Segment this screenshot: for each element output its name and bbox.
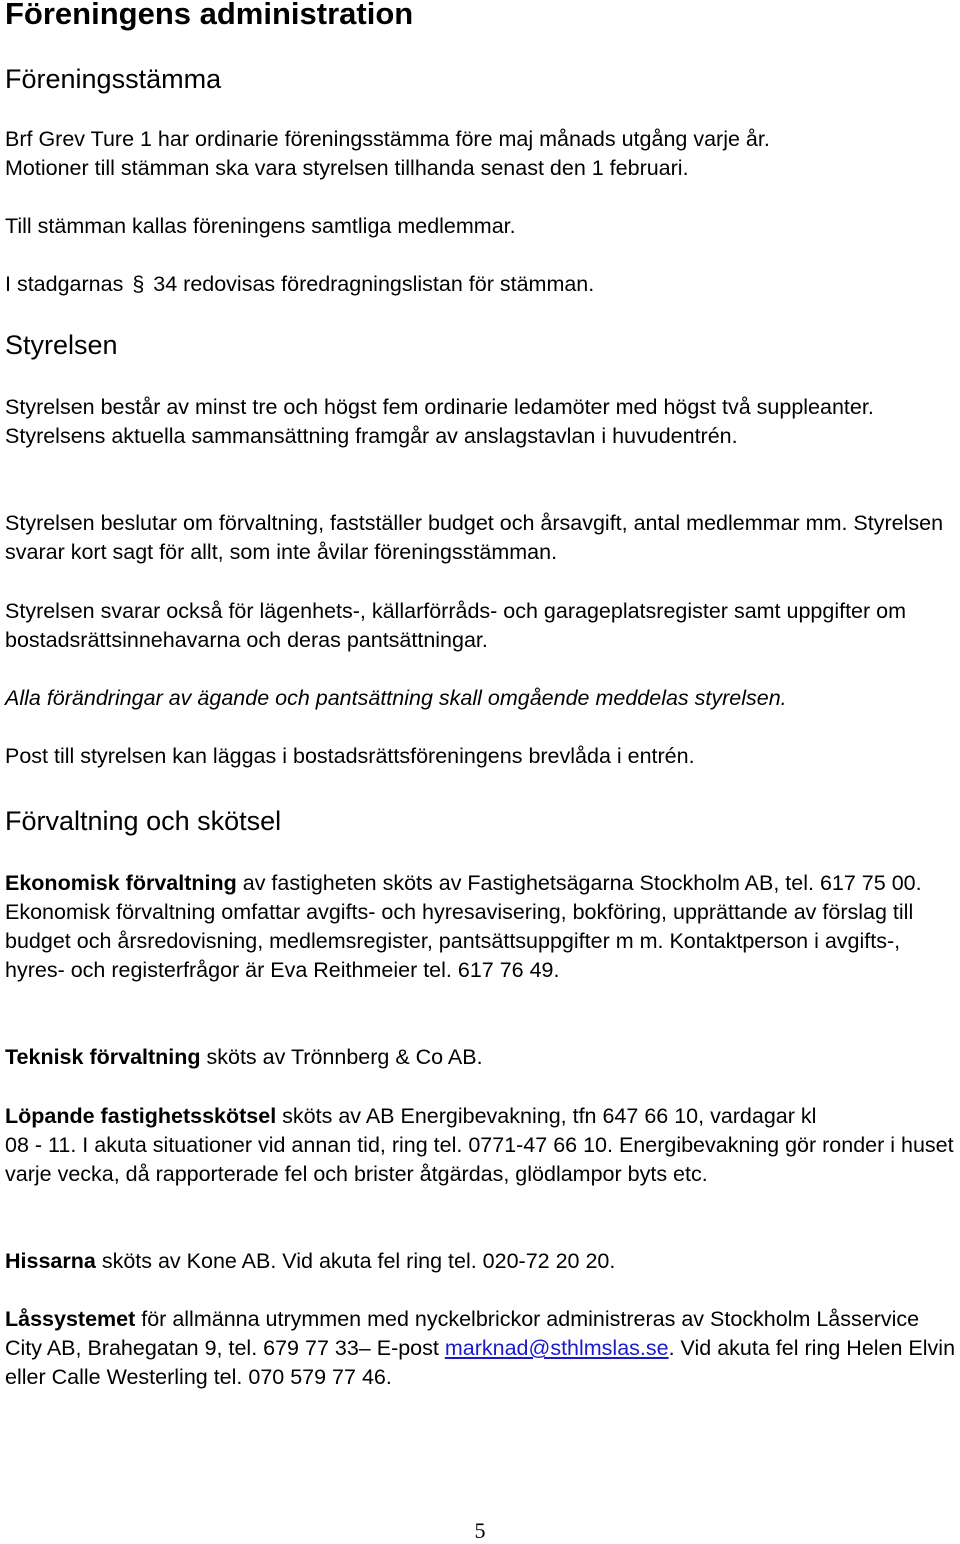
lass-text-2: . Vid akuta fel ring Helen Elvin eller Calle Westerling tel. 070 579 77 46.: [5, 1336, 956, 1389]
paragraph-stamma-1-line-2: Motioner till stämman ska vara styrelsen tillhanda senast den 1 februari.: [5, 156, 689, 180]
page-title: Föreningens administration: [5, 0, 414, 31]
stamma-3-after: 34 redovisas föredragningslistan för stämman.: [153, 272, 595, 296]
hiss-text: sköts av Kone AB. Vid akuta fel ring tel. 020-72 20 20.: [95, 1249, 616, 1273]
paragraph-teknisk-forvaltning: [5, 1043, 960, 1072]
paragraph-stamma-2: Till stämman kallas föreningens samtliga medlemmar.: [5, 214, 516, 238]
lopande-text-1: sköts av AB Energibevakning, tfn 647 66 10, vardagar kl: [276, 1104, 817, 1128]
page-number: 5: [474, 1518, 486, 1543]
paragraph-styrelsen-3: Styrelsen svarar också för lägenhets-, källarförråds- och garageplatsregister samt uppgifter om bostadsrättsinnehavarna och deras pantsättningar.: [5, 599, 907, 652]
ekonomisk-text: av fastigheten sköts av Fastighetsägarna Stockholm AB, tel. 617 75 00. Ekonomisk förvaltning omfattar avgifts- och hyresavisering, bokföring, upprättande av förslag till budget och årsredovisning, medlemsregister, pantsättsuppgifter m m. Kontaktperson i avgifts-, hyres- och registerfrågor är Eva Reithmeier tel. 617 76 49.: [5, 871, 922, 982]
ekonomisk-label: Ekonomisk förvaltning: [5, 871, 237, 895]
email-link[interactable]: marknad@sthlmslas.se: [444, 1336, 669, 1360]
section-sign-icon: §: [132, 272, 145, 296]
paragraph-hissar: [5, 1247, 960, 1276]
lopande-text-rest: 08 - 11. I akuta situationer vid annan tid, ring tel. 0771-47 66 10. Energibevakning gör ronder i huset varje vecka, då rapporterade fel och brister åtgärdas, glödlampor byts etc.: [5, 1133, 954, 1186]
paragraph-ekonomisk-forvaltning: [5, 869, 960, 985]
hiss-label: Hissarna: [5, 1249, 96, 1273]
paragraph-stamma-3: [5, 270, 960, 299]
paragraph-stamma-1: [5, 125, 960, 183]
heading-styrelsen: Styrelsen: [5, 330, 118, 360]
paragraph-stamma-1-line-1: Brf Grev Ture 1 har ordinarie föreningsstämma före maj månads utgång varje år.: [5, 127, 770, 151]
lass-text-1: för allmänna utrymmen med nyckelbrickor administreras av Stockholm Låsservice City AB, Brahegatan 9, tel. 679 77 33– E-post: [5, 1307, 920, 1360]
teknisk-text: sköts av Trönnberg & Co AB.: [200, 1045, 483, 1069]
teknisk-label: Teknisk förvaltning: [5, 1045, 201, 1069]
lopande-label: Löpande fastighetsskötsel: [5, 1104, 277, 1128]
paragraph-styrelsen-notice: Alla förändringar av ägande och pantsättning skall omgående meddelas styrelsen.: [5, 686, 787, 710]
lopande-line-1: [5, 1102, 960, 1131]
paragraph-styrelsen-post: Post till styrelsen kan läggas i bostadsrättsföreningens brevlåda i entrén.: [5, 744, 695, 768]
lass-label: Låssystemet: [5, 1307, 136, 1331]
paragraph-lassystem: [5, 1305, 960, 1392]
paragraph-lopande-skotsel: [5, 1102, 960, 1189]
heading-forvaltning: Förvaltning och skötsel: [5, 806, 282, 836]
stamma-3-before: I stadgarnas: [5, 272, 124, 296]
heading-foreningsstamma: Föreningsstämma: [5, 64, 222, 94]
paragraph-styrelsen-2: Styrelsen beslutar om förvaltning, fastställer budget och årsavgift, antal medlemmar mm. Styrelsen svarar kort sagt för allt, som inte åvilar föreningsstämman.: [5, 511, 944, 564]
paragraph-styrelsen-1: Styrelsen består av minst tre och högst fem ordinarie ledamöter med högst två suppleanter. Styrelsens aktuella sammansättning framgår av anslagstavlan i huvudentrén.: [5, 395, 874, 448]
